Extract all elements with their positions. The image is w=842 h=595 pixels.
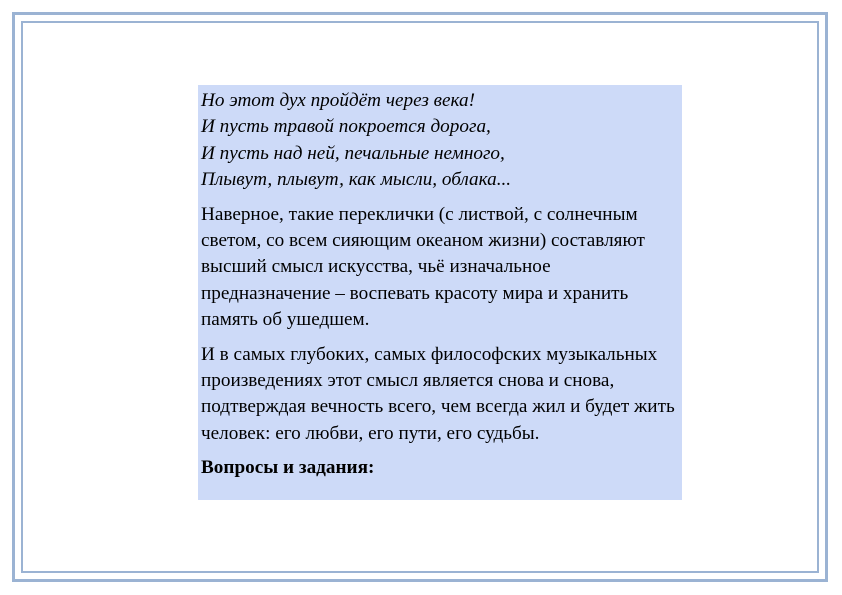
poem-line: Но этот дух пройдёт через века! <box>201 90 475 111</box>
poem-line: И пусть над ней, печальные немного, <box>201 142 505 164</box>
poem-line: Плывут, плывут, как мысли, облака... <box>201 169 512 191</box>
paragraph: Наверное, такие переклички (с листвой, с солнечным светом, со всем сияющим океаном жизни) составляют высший смысл искусства, чьё изначальное предназначение – воспевать красоту мира и хранить память об ушедшем. <box>201 203 645 331</box>
poem-line: И пусть травой покроется дорога, <box>201 116 491 138</box>
paragraph: И в самых глубоких, самых философских музыкальных произведениях этот смысл является снова и снова, подтверждая вечность всего, чем всегда жил и будет жить человек: его любви, его пути, его судьбы. <box>201 343 675 444</box>
poem-quote <box>201 88 678 194</box>
questions-heading: Вопросы и задания: <box>201 457 375 479</box>
text-block <box>198 85 682 500</box>
